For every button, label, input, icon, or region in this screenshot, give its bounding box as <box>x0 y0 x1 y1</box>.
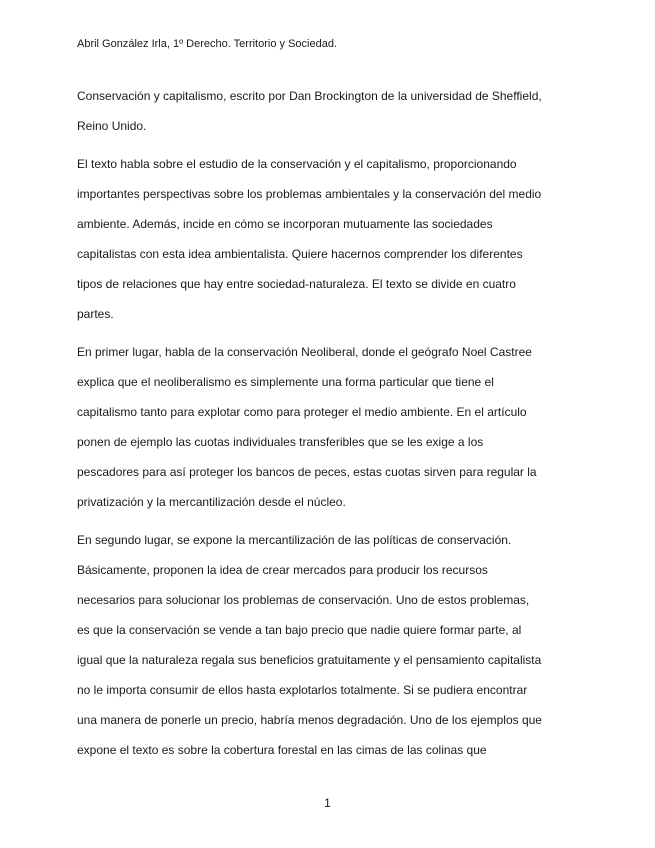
text-line: pescadores para así proteger los bancos de peces, estas cuotas sirven para regular la <box>77 465 537 479</box>
paragraph-title <box>77 87 589 147</box>
text-line: necesarios para solucionar los problemas de conservación. Uno de estos problemas, <box>77 593 530 607</box>
document-body <box>77 87 589 771</box>
text-line: explica que el neoliberalismo es simplemente una forma particular que tiene el <box>77 375 494 389</box>
text-line: Básicamente, proponen la idea de crear mercados para producir los recursos <box>77 563 488 577</box>
page-header: Abril González Irla, 1º Derecho. Territorio y Sociedad. <box>77 38 337 50</box>
text-line: expone el texto es sobre la cobertura forestal en las cimas de las colinas que <box>77 743 487 757</box>
text-line: El texto habla sobre el estudio de la conservación y el capitalismo, proporcionando <box>77 157 517 171</box>
text-line: ponen de ejemplo las cuotas individuales transferibles que se les exige a los <box>77 435 484 449</box>
paragraph-commodification <box>77 531 589 771</box>
text-line: importantes perspectivas sobre los problemas ambientales y la conservación del medio <box>77 187 542 201</box>
text-line: no le importa consumir de ellos hasta explotarlos totalmente. Si se pudiera encontrar <box>77 683 528 697</box>
text-line: En segundo lugar, se expone la mercantilización de las políticas de conservación. <box>77 533 512 547</box>
text-line: privatización y la mercantilización desde el núcleo. <box>77 495 346 509</box>
page-number: 1 <box>324 796 331 810</box>
text-line: capitalistas con esta idea ambientalista. Quiere hacernos comprender los diferentes <box>77 247 523 261</box>
text-line: Reino Unido. <box>77 119 147 133</box>
text-line: igual que la naturaleza regala sus beneficios gratuitamente y el pensamiento capitalista <box>77 653 542 667</box>
text-line: una manera de ponerle un precio, habría menos degradación. Uno de los ejemplos que <box>77 713 542 727</box>
text-line: partes. <box>77 307 114 321</box>
paragraph-neoliberal <box>77 343 589 523</box>
text-line: es que la conservación se vende a tan bajo precio que nadie quiere formar parte, al <box>77 623 522 637</box>
paragraph-introduction <box>77 155 589 335</box>
text-line: En primer lugar, habla de la conservación Neoliberal, donde el geógrafo Noel Castree <box>77 345 532 359</box>
text-line: tipos de relaciones que hay entre sociedad-naturaleza. El texto se divide en cuatro <box>77 277 516 291</box>
text-line: capitalismo tanto para explotar como para proteger el medio ambiente. En el artículo <box>77 405 527 419</box>
text-line: ambiente. Además, incide en cómo se incorporan mutuamente las sociedades <box>77 217 493 231</box>
text-line: Conservación y capitalismo, escrito por Dan Brockington de la universidad de Sheffield, <box>77 89 542 103</box>
